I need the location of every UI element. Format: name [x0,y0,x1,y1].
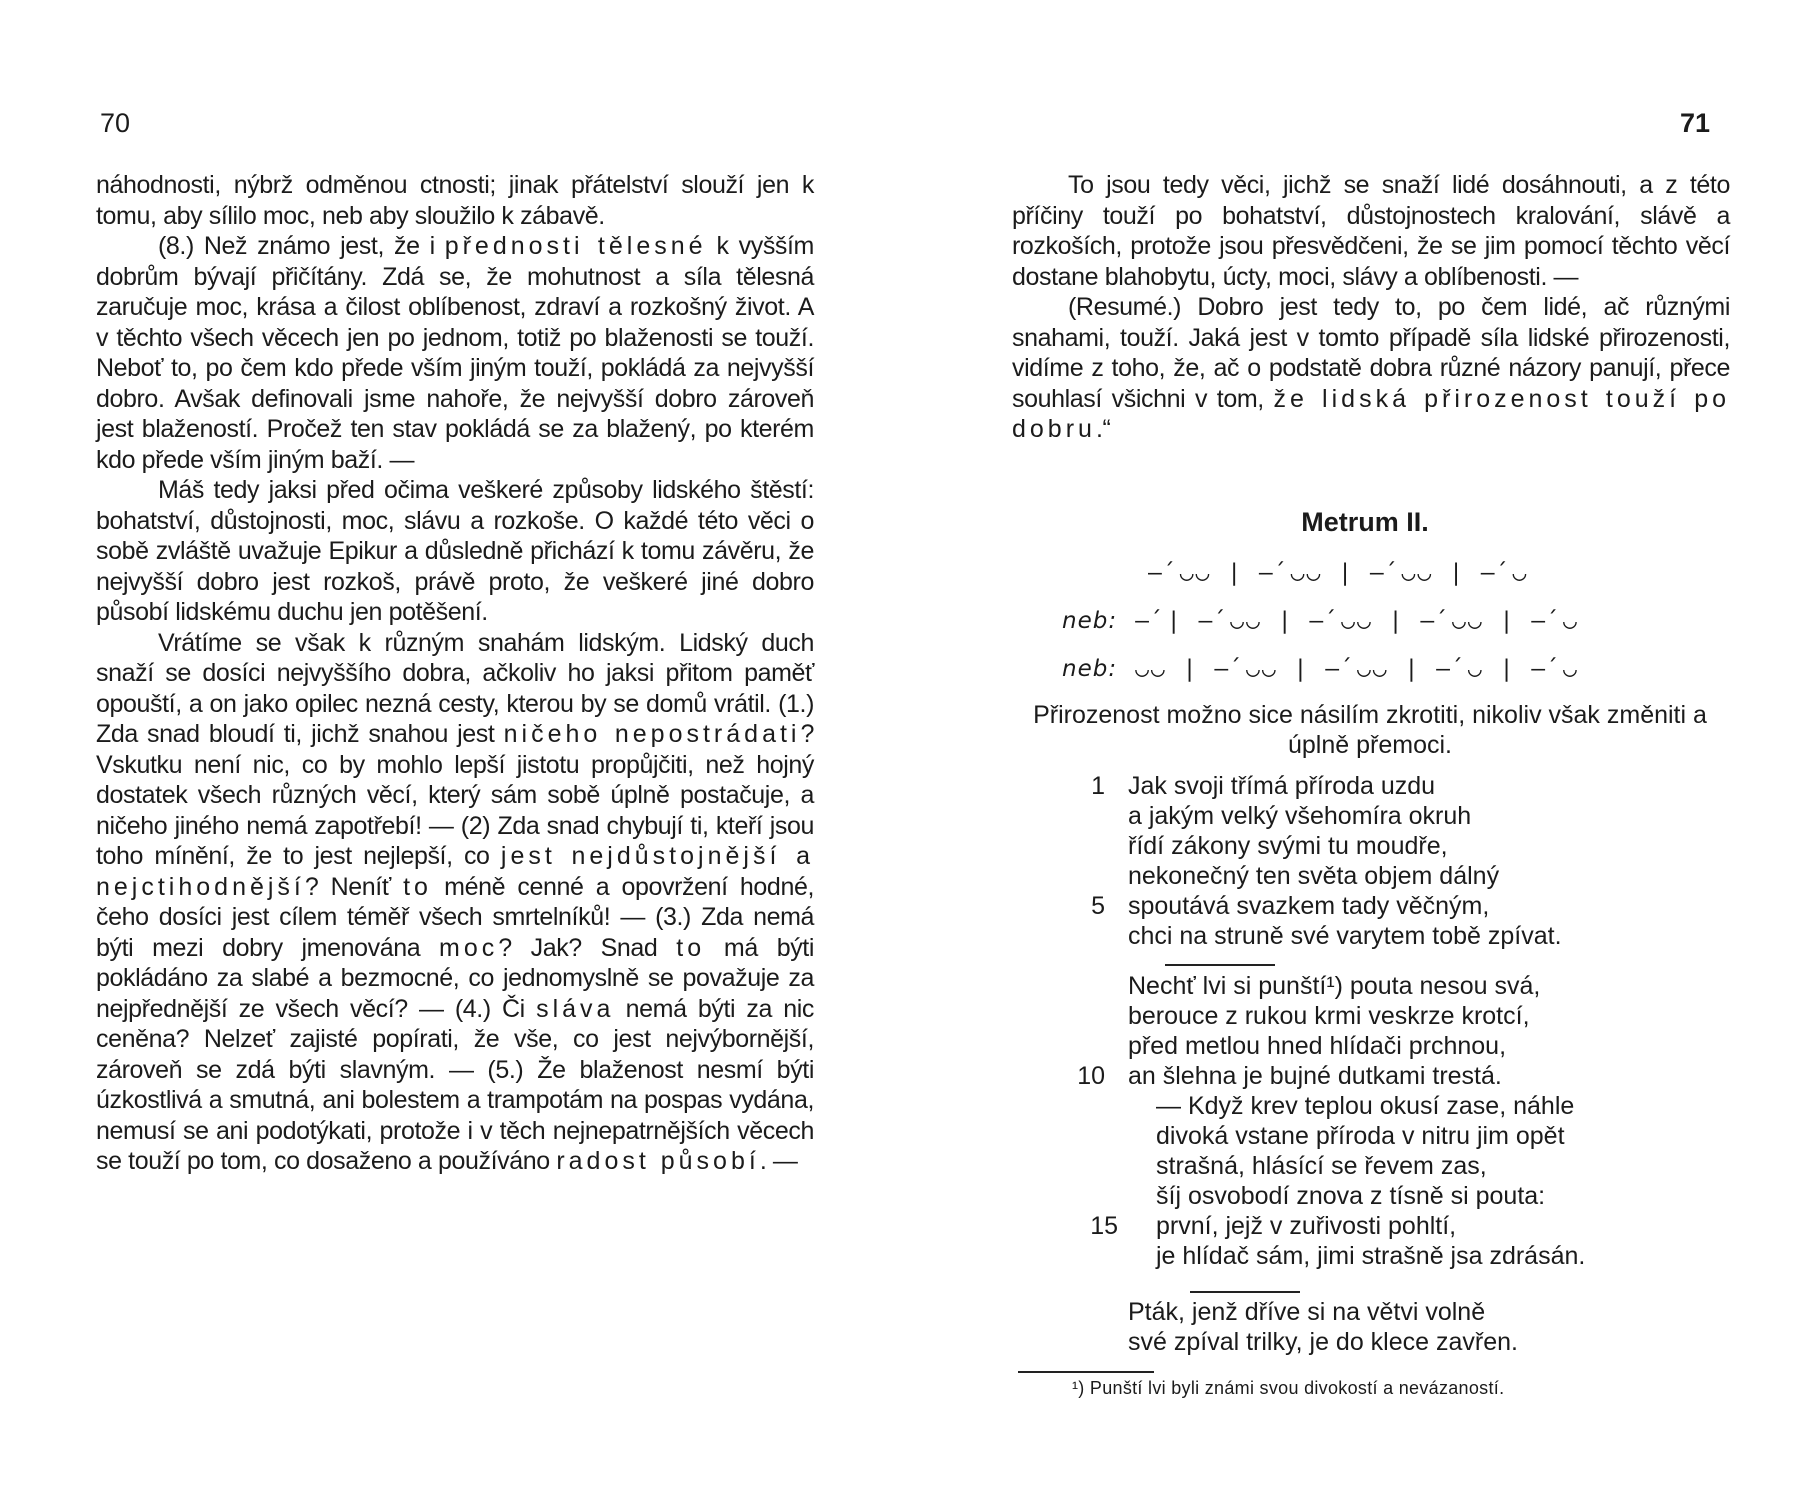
verse-line: a jakým velký všehomíra okruh [1128,802,1472,830]
left-text-column [96,170,814,1177]
verse-line: — Když krev teplou okusí zase, náhle [1156,1092,1575,1120]
verse-line: nekonečný ten světa objem dálný [1128,862,1500,890]
verse-line: své zpíval trilky, je do klece zavřen. [1128,1328,1518,1356]
left-page-number: 70 [100,108,131,138]
scheme-notation: ◡◡ | –́ ◡◡ | –́ ◡◡ | –́ ◡ | –́ ◡ [1135,656,1579,682]
text-run: Máš tedy jaksi před očima veškeré způsoby lidského štěstí: bohatství, důstojnosti, moc, slávu a rozkoše. O každé této věci o sobě zvláště uvažuje Epikur a důsledně přichází k tomu závěru, že nejvyšší dobro jest rozkoš, právě proto, že veškeré jiné dobro působí lidskému duchu jen potěšení. [96,476,814,626]
metrical-scheme [1130,560,1528,586]
verse-number: 1 [1091,772,1105,800]
verse-line: Pták, jenž dříve si na větvi volně [1128,1298,1486,1326]
text-run: má býti pokládáno za slabé a bezmocné, co jednomyslně se považuje za nejpřednější ze všech věcí? — (4.) Či [96,933,814,1023]
paragraph [96,170,814,231]
verse-line: an šlehna je bujné dutkami trestá. [1128,1062,1502,1090]
poem-summary: Přirozenost možno sice násilím zkrotiti, nikoliv však změniti a úplně přemoci. [1033,701,1707,759]
verse-number: 10 [1077,1062,1105,1090]
paragraph [96,231,814,475]
emphasized-text: moc [439,933,499,962]
metrum-heading: Metrum II. [1301,507,1429,537]
text-run: ? Jak? Snad [498,933,677,962]
verse-number: 5 [1091,892,1105,920]
verse-line: Nechť lvi si punští¹) pouta nesou svá, [1128,972,1541,1000]
text-run: ? Vskutku není nic, co by mohlo lepší jistotu propůjčiti, než hojný dostatek všech různých věcí, který sám sobě úplně postačuje, a ničeho jiného nemá zapotřebí! — (2) Zda snad chybují ti, kteří jsou toho mínění, že to jest nejlepší, co [96,720,814,870]
right-page-number: 71 [1680,108,1711,138]
text-run: .“ [1095,415,1111,443]
emphasized-text: radost působí [556,1147,760,1175]
text-run: k vyšším dobrům bývají přičítány. Zdá se, že mohutnost a síla tělesná zaručuje moc, krása a čilost oblíbenost, zdraví a rozkošný život. A v těchto všech věcech jen po jednom, totiž po blaženosti se touží. Neboť to, po čem kdo přede vším jiným touží, pokládá za nejvyšší dobro. Avšak definovali jsme nahoře, že nejvyšší dobro zároveň jest blažeností. Pročež ten stav pokládá se za blažený, po kterém kdo přede vším jiným baží. — [96,232,814,474]
verse-line: je hlídač sám, jimi strašně jsa zdrásán. [1156,1242,1586,1270]
text-run: Vrátíme se však k různým snahám lidským. Lidský duch snaží se dosíci nejvyššího dobra, ačkoliv ho jaksi přitom paměť opouští, a on jako opilec nezná cesty, kterou by se domů vrátil. (1.) Zda snad bloudí ti, jichž snahou jest [96,628,814,748]
footnote-rule [1018,1371,1154,1373]
right-text-column [1012,170,1730,445]
verse-line: před metlou hned hlídači prchnou, [1128,1032,1507,1060]
emphasized-text: jest nejdůstojnější a nejctihodnější [96,842,814,901]
text-run: (Resumé.) Dobro jest tedy to, po čem lidé, ač různými snahami, touží. Jaká jest v tomto případě síla lidské přirozenosti, vidíme z toho, že, ač o podstatě dobra různé názory panují, přece souhlasí všichni v tom, [1012,293,1730,413]
paragraph [96,628,814,1177]
verse-line: spoutává svazkem tady věčným, [1128,892,1490,920]
scheme-label: neb: [1062,608,1118,634]
paragraph [1012,170,1730,292]
verse-line: řídí zákony svými tu moudře, [1128,832,1448,860]
verse-line: Jak svoji třímá příroda uzdu [1128,772,1436,800]
left-page [0,0,900,1500]
verse-line: strašná, hlásící se řevem zas, [1156,1152,1487,1180]
right-page [910,0,1820,1500]
verse-line: první, jejž v zuřivosti pohltí, [1156,1212,1457,1240]
paragraph [1012,292,1730,445]
scheme-notation: –́ ◡◡ | –́ ◡◡ | –́ ◡◡ | –́ ◡ [1148,560,1529,586]
scheme-notation: –́ | –́ ◡◡ | –́ ◡◡ | –́ ◡◡ | –́ ◡ [1135,608,1579,634]
scheme-label: neb: [1062,656,1118,682]
verse-line: berouce z rukou krmi veskrze krotcí, [1128,1002,1530,1030]
verse-line: divoká vstane příroda v nitru jim opět [1156,1122,1565,1150]
metrical-scheme [1062,608,1579,634]
metrical-scheme [1062,656,1579,682]
text-run: . — [759,1147,798,1175]
footnote: ¹) Punští lvi byli známi svou divokostí a nevázaností. [1072,1378,1505,1398]
text-run: náhodnosti, nýbrž odměnou ctnosti; jinak přátelství slouží jen k tomu, aby sílilo moc, neb aby sloužilo k zábavě. [96,171,814,230]
verse-line: chci na struně své varytem tobě zpívat. [1128,922,1562,950]
verse-line: šíj osvobodí znova z tísně si pouta: [1156,1182,1546,1210]
emphasized-text: to [403,872,432,901]
verse-number: 15 [1090,1212,1118,1240]
emphasized-text: to [676,933,706,962]
text-run: To jsou tedy věci, jichž se snaží lidé dosáhnouti, a z této příčiny touží po bohatství, důstojnostech kralování, slávě a rozkoších, protože jsou přesvědčeni, že se jim pomocí těchto věcí dostane blahobytu, úcty, moci, slávy a oblíbenosti. — [1012,171,1730,291]
text-run: ? Neníť [304,872,404,901]
text-run: méně cenné a opovržení hodné, čeho dosíci jest cílem téměř všech smrtelníků! — (3.) Zda nemá býti mezi dobry jmenována [96,872,814,962]
emphasized-text: že lidská přirozenost touží po dobru [1012,384,1730,443]
emphasized-text: ničeho nepostrádati [503,720,801,748]
stanza-divider [1165,964,1275,966]
text-run: (8.) Než známo jest, že i [158,232,445,260]
paragraph [96,475,814,628]
text-run: nemá býti za nic ceněna? Nelzeť zajisté popírati, že vše, co jest nejvýbornější, zároveň se zdá býti slavným. — (5.) Že blaženost nesmí býti úzkostlivá a smutná, ani bolestem a trampotám na pospas vydána, nemusí se ani podotýkati, protože i v těch nejnepatrnějších věcech se touží po tom, co dosaženo a používáno [96,994,814,1175]
emphasized-text: sláva [536,994,615,1023]
stanza-divider [1190,1291,1300,1293]
emphasized-text: přednosti tělesné [444,232,707,260]
